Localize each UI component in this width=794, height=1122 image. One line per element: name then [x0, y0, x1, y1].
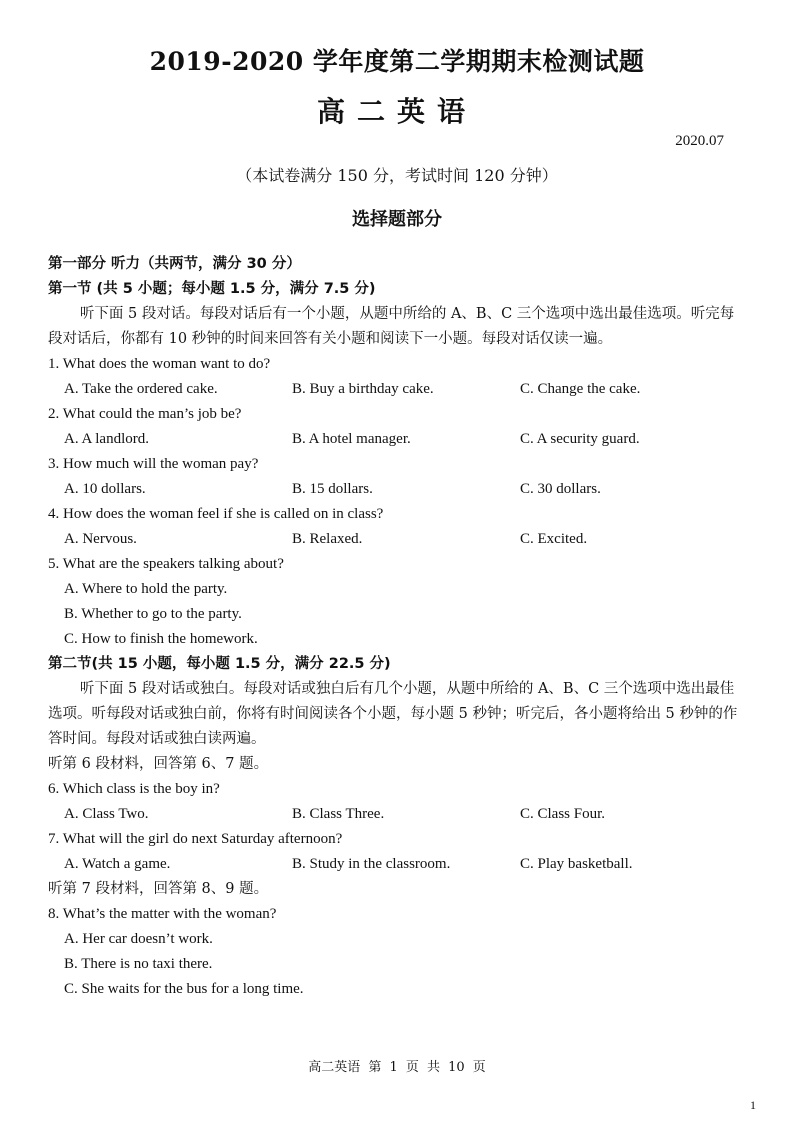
option-c: C. Change the cake.: [520, 381, 641, 397]
section-heading: 选择题部分: [352, 209, 442, 230]
question-options: [48, 527, 738, 552]
option-b: B. Class Three.: [292, 806, 385, 822]
option-c: C. Play basketball.: [520, 856, 633, 872]
exam-content: [48, 252, 738, 1002]
exam-subject: 高二英语: [316, 95, 477, 128]
question-options: [48, 477, 738, 502]
option-c: C. Excited.: [520, 531, 588, 547]
question-options: [48, 377, 738, 402]
exam-title: 2019-2020 学年度第二学期期末检测试题: [149, 47, 645, 76]
option-b: B. Buy a birthday cake.: [292, 381, 434, 397]
question-stem: 7. What will the girl do next Saturday afternoon?: [48, 831, 343, 847]
option-c: C. 30 dollars.: [520, 481, 601, 497]
section1-instructions: 听下面 5 段对话。每段对话后有一个小题，从题中所给的 A、B、C 三个选项中选出最佳选项。听完每段对话后，你都有 10 秒钟的时间来回答有关小题和阅读下一小题。每段对话仅读一遍。: [48, 306, 735, 347]
question-stem: 1. What does the woman want to do?: [48, 356, 271, 372]
option-c: C. Class Four.: [520, 806, 606, 822]
option-b: B. Relaxed.: [292, 531, 363, 547]
question-stem: 8. What’s the matter with the woman?: [48, 906, 277, 922]
option-a: A. Her car doesn’t work.: [64, 931, 213, 947]
option-a: A. Class Two.: [64, 806, 149, 822]
option-a: A. Where to hold the party.: [64, 581, 228, 597]
question-options: [48, 427, 738, 452]
option-b: B. Whether to go to the party.: [64, 606, 242, 622]
question-options: [48, 852, 738, 877]
section2-instructions: 听下面 5 段对话或独白。每段对话或独白后有几个小题，从题中所给的 A、B、C 三个选项中选出最佳选项。听每段对话或独白前，你将有时间阅读各个小题，每小题 5 秒钟；听完后，各小题将给出 5 秒钟的作答时间。每段对话或独白读两遍。: [48, 681, 738, 747]
option-c: C. How to finish the homework.: [64, 631, 258, 647]
option-b: B. 15 dollars.: [292, 481, 373, 497]
option-a: A. A landlord.: [64, 431, 149, 447]
page-number: 1: [750, 1098, 756, 1112]
exam-date: 2020.07: [675, 133, 724, 149]
question-stem: 2. What could the man’s job be?: [48, 406, 242, 422]
section2-heading: 第二节(共 15 小题，每小题 1.5 分，满分 22.5 分): [48, 656, 391, 672]
question-stem: 6. Which class is the boy in?: [48, 781, 220, 797]
option-a: A. Take the ordered cake.: [64, 381, 218, 397]
option-b: B. A hotel manager.: [292, 431, 411, 447]
exam-note: （本试卷满分 150 分，考试时间 120 分钟）: [236, 166, 558, 185]
question-stem: 5. What are the speakers talking about?: [48, 556, 284, 572]
question-options: [48, 802, 738, 827]
option-a: A. Watch a game.: [64, 856, 171, 872]
material-note: 听第 7 段材料，回答第 8、9 题。: [48, 881, 269, 897]
option-c: C. She waits for the bus for a long time.: [64, 981, 304, 997]
question-stem: 4. How does the woman feel if she is called on in class?: [48, 506, 384, 522]
section1-heading: 第一节 (共 5 小题；每小题 1.5 分，满分 7.5 分): [48, 281, 376, 297]
option-b: B. There is no taxi there.: [64, 956, 213, 972]
option-c: C. A security guard.: [520, 431, 640, 447]
option-a: A. 10 dollars.: [64, 481, 146, 497]
option-b: B. Study in the classroom.: [292, 856, 451, 872]
option-a: A. Nervous.: [64, 531, 137, 547]
material-note: 听第 6 段材料，回答第 6、7 题。: [48, 756, 269, 772]
part1-heading: 第一部分 听力（共两节，满分 30 分）: [48, 256, 301, 272]
page-footer: 高二英语 第 1 页 共 10 页: [308, 1060, 486, 1075]
question-stem: 3. How much will the woman pay?: [48, 456, 259, 472]
